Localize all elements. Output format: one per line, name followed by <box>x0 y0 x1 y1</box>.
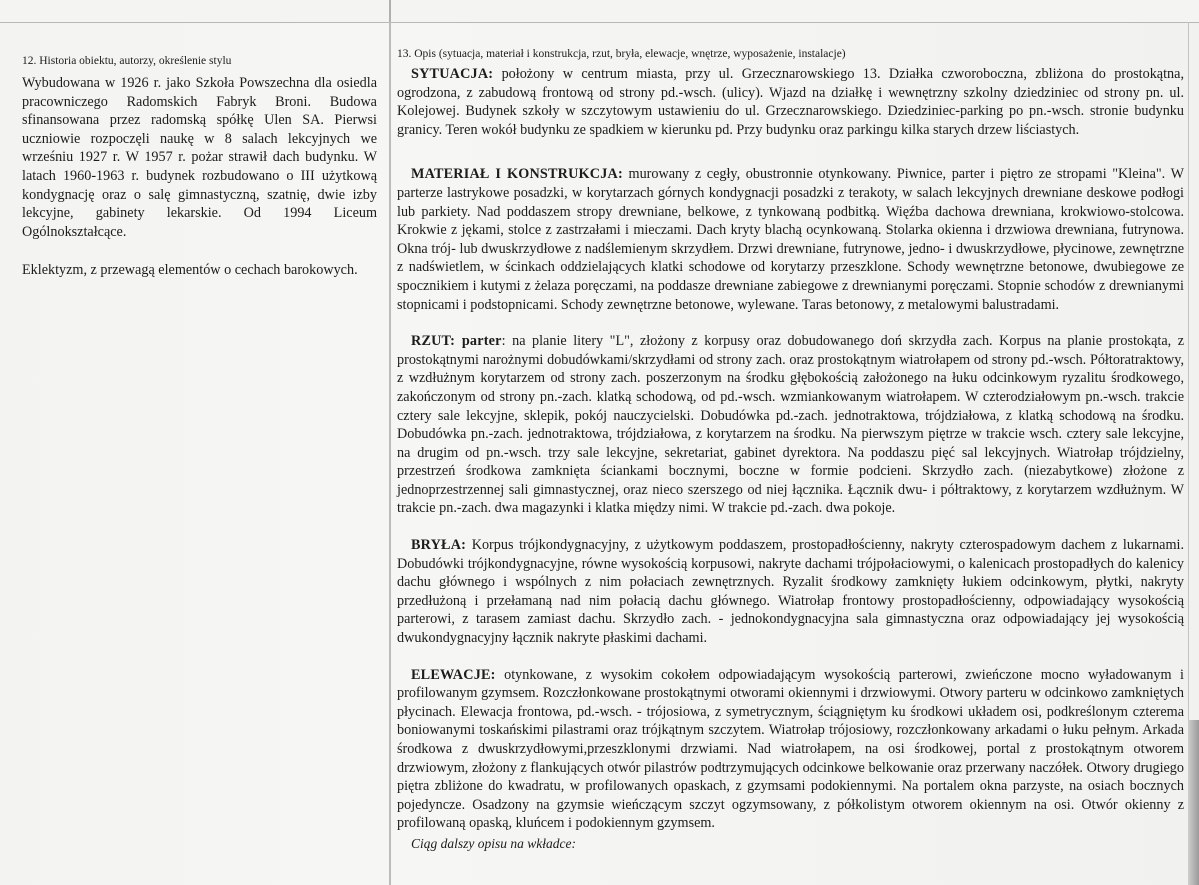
section-material <box>397 165 1184 314</box>
top-border <box>0 0 1199 23</box>
bryla-label: BRYŁA: <box>411 537 467 554</box>
material-label: MATERIAŁ I KONSTRUKCJA: <box>411 166 623 183</box>
elewacje-text: otynkowane, z wysokim cokołem odpowiadającym wysokością parterowi, zwieńczone mocno wyładowanym i profilowanym gzymsem. Rozczłonkowane prostokątnymi otworami okiennymi i drzwiowymi. Otwory parteru w odcinkowo zamkniętych płycinach. Elewacja frontowa, pd.-wsch. - trójosiowa, z symetrycznym, ściągniętym ku środkowi układem osi, podkreślonym czterema boniowanymi toskańskimi pilastrami oraz trójkątnym szczytem. Wiatrołap trójosiowy, rozczłonkowany arkadami o łuku pełnym. Arkada środkowa z dwuskrzydłowymi,przeszklonymi drzwiami. Nad wiatrołapem, na osi środkowej, portal z prostokątnym otworem drzwiowym, złożony z flankujących otwór pilastrów podtrzymujących odcinkowe belkowanie oraz przerwany naczółek. Otwory drugiego piętra zbliżone do kwadratu, w profilowanych opaskach, z gzymsami podokiennymi. Na portalem okna parzyste, na osiach bocznych pojedyncze. Osadzony na gzymsie wieńczącym szczyt ogzymsowany, z półkolistym otworem okiennym na osi. Otwór okienny z profilowaną opaską, kluńcem i podokiennym gzymsem. <box>397 666 1184 832</box>
sytuacja-text: położony w centrum miasta, przy ul. Grzecznarowskiego 13. Działka czworoboczna, zbliżona do prostokątna, ogrodzona, z zabudową frontową od strony pd.-wsch. (ulicy). Wjazd na działkę i wewnętrzny szkolny dziedziniec od strony pn. ul. Kolejowej. Budynek szkoły w szczytowym ustawieniu do ul. Grzecznarowskiego. Dziedziniec-parking po pn.-wsch. stronie budynku granicy. Teren wokół budynku ze spadkiem w kierunku pd. Przy budynku oraz parkingu kilka starych drzew liściastych. <box>397 66 1184 138</box>
rzut-text: : na planie litery "L", złożony z korpusy oraz dobudowanego doń skrzydła zach. Korpus na planie prostokąta, z prostokątnymi narożnymi dobudówkami/skrzydłami od strony zach. oraz prostokątnym wiatrołapem od strony pd.-wsch. Półtoratraktowy, z wzdłużnym korytarzem od strony zach. poszerzonym na środku głębokością założonego na łuku odcinkowym ryzalitu środkowego, zakończonym od strony pn.-zach. klatką schodową, od pd.-wsch. wzmiankowanym wiatrołapem. W czterodziałowym pn.-wsch. trakcie cztery sale lekcyjne, sklepik, pokój nauczycielski. Dobudówka pd.-zach. jednotraktowa, trójdziałowa, z klatką schodową na środku. Dobudówka pn.-zach. jednotraktowa, trójdziałowa, z korytarzem na środku. Na pierwszym piętrze w trakcie wsch. cztery sale lekcyjne, na drugim od pn.-wsch. trzy sale lekcyjne, sekretariat, gabinet dyrektora. Na poddaszu pięć sal lekcyjnych. Wiatrołap trójdzielny, przestrzeń środkowa zamknięta ściankami bocznymi, boczne w formie podcieni. Skrzydło zach. (niezabytkowe) złożone z jednoprzestrzennej sali gimnastycznej, oraz nieco szerszego od niej łącznika. Łącznik dwu- i półtraktowy, z korytarzem wzdłużnym. W trakcie pn.-zach. dwa magazynki i klatka między nimi. W trakcie pd.-zach. dwa pokoje. <box>397 333 1184 517</box>
description-body <box>397 65 1184 854</box>
column-divider <box>389 22 391 885</box>
section-elewacje <box>397 666 1184 833</box>
rzut-label: RZUT: parter <box>411 333 502 350</box>
scan-edge-shadow <box>1188 720 1199 885</box>
history-text: Wybudowana w 1926 r. jako Szkoła Powszechna dla osiedla pracowniczego Radomskich Fabryk Broni. Budowa sfinansowana przez radomską spółkę Ulen SA. Pierwsi uczniowie rozpoczęli naukę w 8 salach lekcyjnych we wrześniu 1927 r. W 1957 r. pożar strawił dach budynku. W latach 1960-1963 r. budynek rozbudowano o III użytkową kondygnację oraz o salę gimnastyczną, szatnię, dwie izby lekcyjne, gabinety lekarskie. Od 1994 Liceum Ogólnokształcące. <box>22 75 377 240</box>
elewacje-label: ELEWACJE: <box>411 666 496 683</box>
continuation-note: Ciąg dalszy opisu na wkładce: <box>411 835 576 851</box>
history-heading: 12. Historia obiektu, autorzy, określenie stylu <box>22 55 232 67</box>
style-text: Eklektyzm, z przewagą elementów o cechach barokowych. <box>22 262 358 279</box>
description-column <box>397 47 1184 854</box>
material-text: murowany z cegły, obustronnie otynkowany. Piwnice, parter i piętro ze stropami "Kleina". W parterze lastrykowe posadzki, w korytarzach górnych kondygnacji posadzki z terakoty, w salach lekcyjnych drewniane deskowe podłogi lub parkiety. Nad poddaszem stropy drewniane, belkowe, z tynkowaną podbitką. Więźba dachowa drewniana, krokwiowo-stolcowa. Krokwie z jękami, stolce z zastrzałami i mieczami. Dach kryty blachą ocynkowaną. Stolarka okienna i drzwiowa drewniana, futrynowa. Okna trój- lub dwuskrzydłowe z nadślemienym skrzydłem. Drzwi drewniane, futrynowe, jedno- i dwuskrzydłowe, płycinowe, zewnętrzne z nadświetlem, w ścinkach oddzielających klatki schodowe od korytarzy przeszklone. Schody wewnętrzne betonowe, dwubiegowe ze spocznikiem i kutymi z żelaza poręczami, na poddasze drewniane zabiegowe z drewnianymi poręczami. Stopnie schodów z drewnianymi stopnicami i podstopnicami. Schody zewnętrzne betonowe, wylewane. Taras betonowy, z metalowymi balustradami. <box>397 166 1184 313</box>
section-rzut <box>397 332 1184 518</box>
bryla-text: Korpus trójkondygnacyjny, z użytkowym poddaszem, prostopadłościenny, nakryty czterospadowym dachem z lukarnami. Dobudówki trójkondygnacyjne, równe wysokością korpusowi, nakryte dachami trójpołaciowymi, o kalenicach prostopadłych do kalenicy dachu głównego i wspólnych z nim połaciach zewnętrznych. Ryzalit środkowy zamknięty łukiem odcinkowym, płytki, nakryty przedłużoną i przełamaną nad nim połacią dachu głównego. Wiatrołap frontowy prostopadłościenny, odpowiadający wysokością parterowi, z tarasem zamiast dachu. Skrzydło zach. - jednokondygnacyjna sala gimnastyczna oraz odpowiadający jej wysokością dwukondygnacyjny łącznik nakryte płaskimi dachami. <box>397 537 1184 647</box>
section-bryla <box>397 536 1184 648</box>
sytuacja-label: SYTUACJA: <box>411 66 494 82</box>
description-heading: 13. Opis (sytuacja, materiał i konstrukcja, rzut, bryła, elewacje, wnętrze, wyposażenie, instalacje) <box>397 48 846 60</box>
history-column <box>22 54 377 280</box>
history-body <box>22 74 377 280</box>
section-sytuacja <box>397 65 1184 139</box>
column-tick <box>389 0 391 22</box>
